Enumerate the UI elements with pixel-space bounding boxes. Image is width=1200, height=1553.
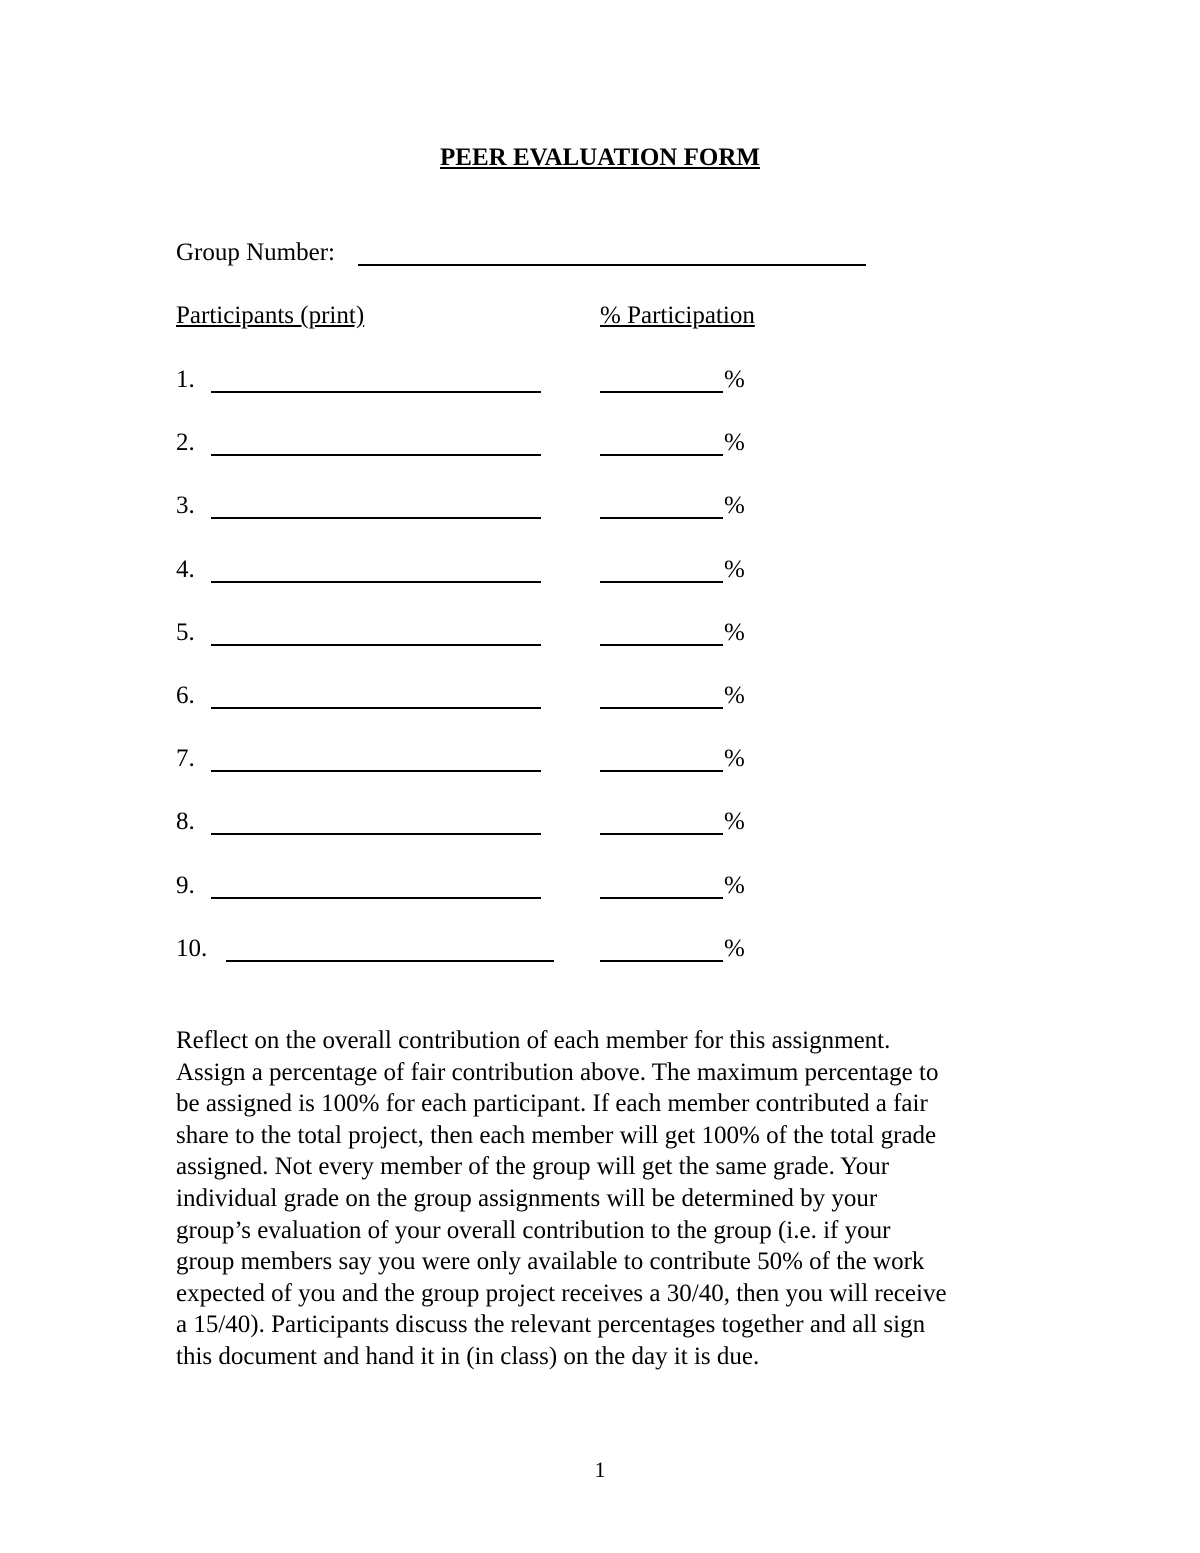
- participation-percent-field[interactable]: [600, 833, 723, 835]
- instruction-line: expected of you and the group project receives a 30/40, then you will receive: [176, 1279, 947, 1307]
- group-number-field[interactable]: [358, 264, 866, 266]
- participant-name-field[interactable]: [211, 897, 541, 899]
- participation-header: % Participation: [600, 302, 755, 329]
- percent-sign: %: [724, 745, 745, 772]
- percent-sign: %: [724, 429, 745, 456]
- instruction-line: group’s evaluation of your overall contribution to the group (i.e. if your: [176, 1216, 891, 1244]
- participation-percent-field[interactable]: [600, 897, 723, 899]
- percent-sign: %: [724, 872, 745, 899]
- participant-number: 7.: [176, 745, 195, 772]
- participant-name-field[interactable]: [211, 707, 541, 709]
- participant-name-field[interactable]: [211, 770, 541, 772]
- instruction-line: this document and hand it in (in class) on the day it is due.: [176, 1342, 760, 1370]
- instruction-line: Assign a percentage of fair contribution above. The maximum percentage to: [176, 1058, 939, 1086]
- participant-number: 8.: [176, 808, 195, 835]
- percent-sign: %: [724, 556, 745, 583]
- percent-sign: %: [724, 492, 745, 519]
- page-title: PEER EVALUATION FORM: [440, 144, 760, 171]
- participant-number: 1.: [176, 366, 195, 393]
- participant-name-field[interactable]: [211, 644, 541, 646]
- instruction-line: a 15/40). Participants discuss the relevant percentages together and all sign: [176, 1311, 926, 1339]
- participant-number: 4.: [176, 556, 195, 583]
- instructions-paragraph: [176, 1025, 1056, 1373]
- participant-number: 6.: [176, 682, 195, 709]
- percent-sign: %: [724, 366, 745, 393]
- participation-percent-field[interactable]: [600, 391, 723, 393]
- participation-percent-field[interactable]: [600, 454, 723, 456]
- participation-percent-field[interactable]: [600, 581, 723, 583]
- page-number: 1: [594, 1457, 606, 1482]
- percent-sign: %: [724, 808, 745, 835]
- instruction-line: assigned. Not every member of the group will get the same grade. Your: [176, 1153, 890, 1181]
- participation-percent-field[interactable]: [600, 707, 723, 709]
- participation-percent-field[interactable]: [600, 960, 723, 962]
- participant-number: 5.: [176, 619, 195, 646]
- participant-name-field[interactable]: [211, 517, 541, 519]
- percent-sign: %: [724, 935, 745, 962]
- group-number-label: Group Number:: [176, 239, 335, 266]
- instruction-line: be assigned is 100% for each participant. If each member contributed a fair: [176, 1090, 928, 1118]
- participation-percent-field[interactable]: [600, 644, 723, 646]
- participation-percent-field[interactable]: [600, 517, 723, 519]
- participants-header: Participants (print): [176, 302, 365, 329]
- instruction-line: Reflect on the overall contribution of each member for this assignment.: [176, 1027, 891, 1054]
- participant-name-field[interactable]: [211, 581, 541, 583]
- participant-number: 10.: [176, 935, 208, 962]
- instruction-line: share to the total project, then each member will get 100% of the total grade: [176, 1121, 937, 1149]
- participant-name-field[interactable]: [226, 960, 554, 962]
- participant-number: 3.: [176, 492, 195, 519]
- instruction-line: group members say you were only available to contribute 50% of the work: [176, 1248, 925, 1276]
- participant-number: 2.: [176, 429, 195, 456]
- participant-number: 9.: [176, 872, 195, 899]
- participant-name-field[interactable]: [211, 454, 541, 456]
- instruction-line: individual grade on the group assignments will be determined by your: [176, 1184, 878, 1212]
- percent-sign: %: [724, 619, 745, 646]
- percent-sign: %: [724, 682, 745, 709]
- participant-name-field[interactable]: [211, 833, 541, 835]
- participant-name-field[interactable]: [211, 391, 541, 393]
- participation-percent-field[interactable]: [600, 770, 723, 772]
